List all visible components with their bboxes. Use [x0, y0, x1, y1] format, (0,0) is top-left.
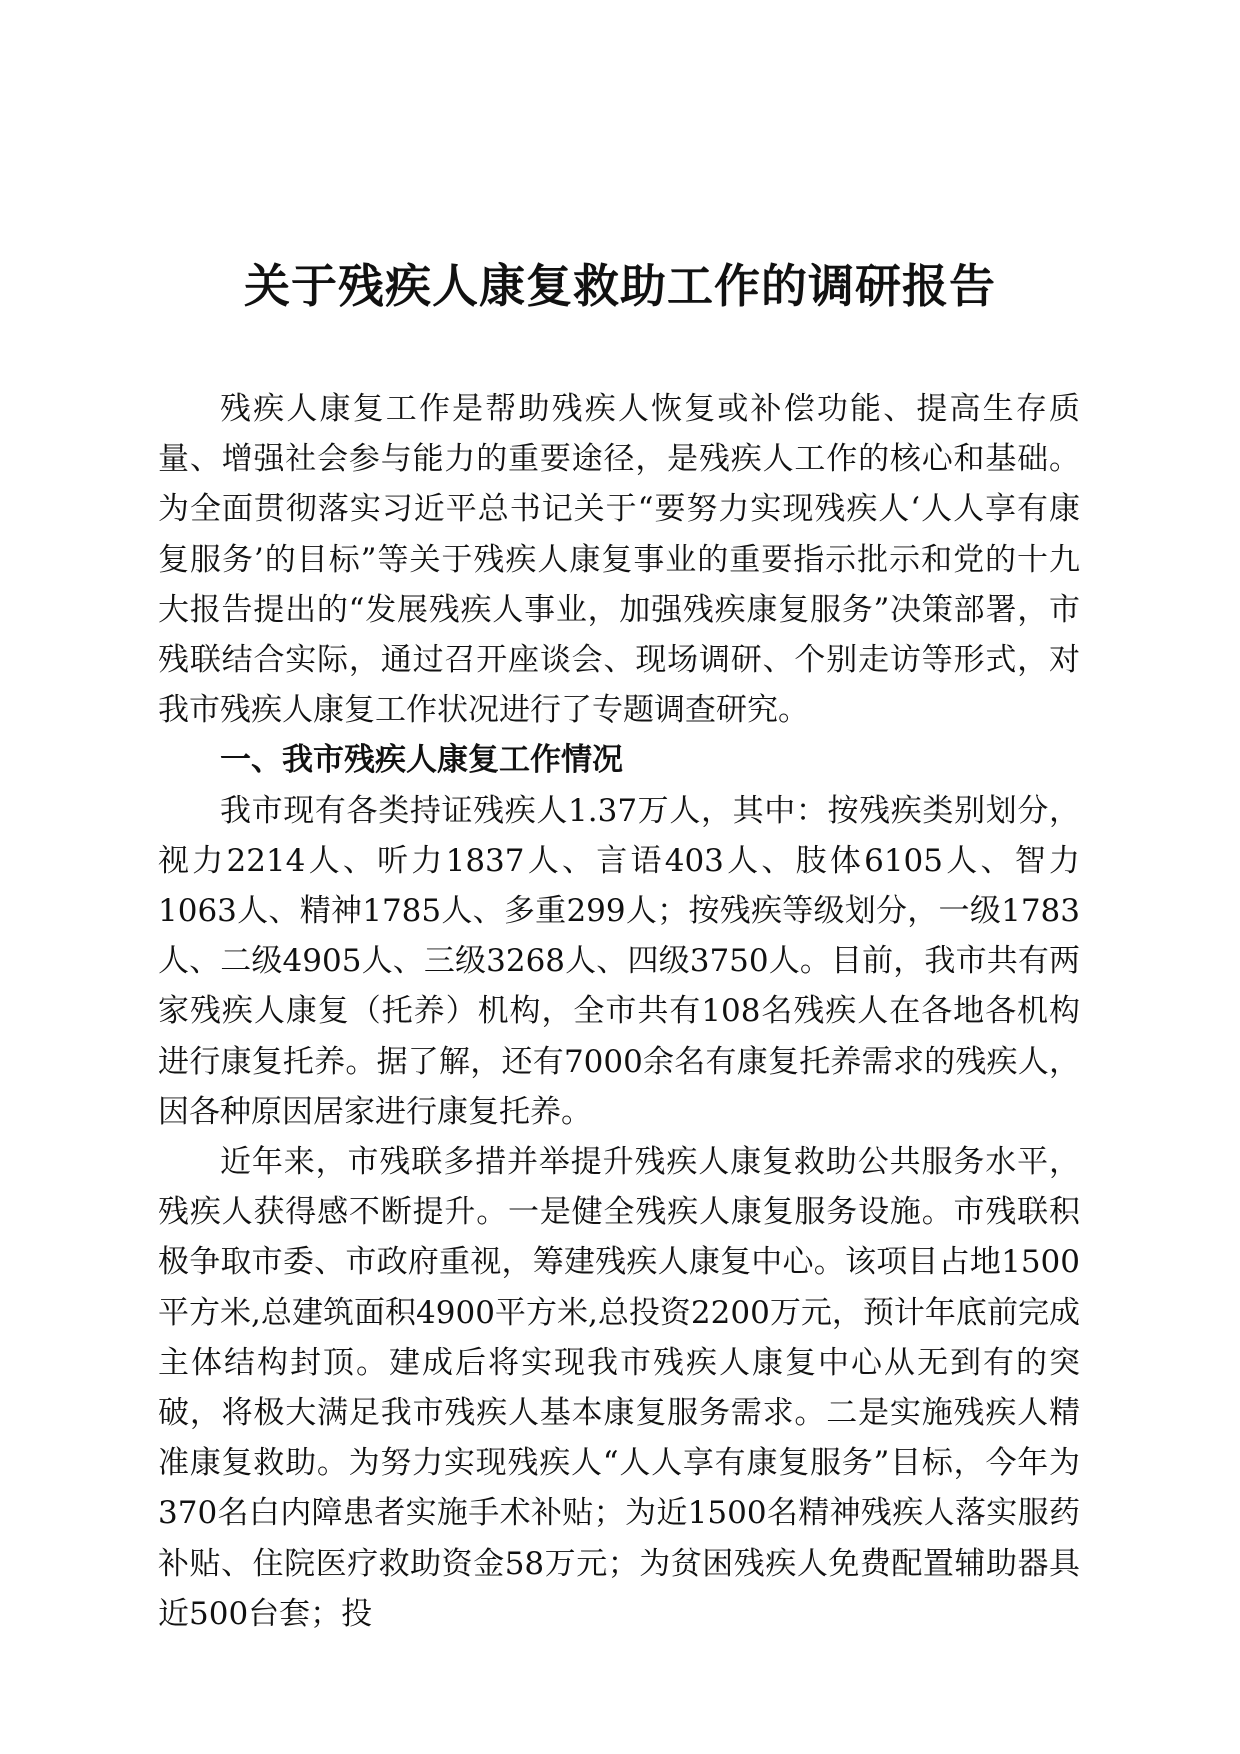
document-body — [158, 384, 1080, 1639]
document-title: 关于残疾人康复救助工作的调研报告 — [244, 259, 996, 313]
body-paragraph: 近年来，市残联多措并举提升残疾人康复救助公共服务水平，残疾人获得感不断提升。一是健全残疾人康复服务设施。市残联积极争取市委、市政府重视，筹建残疾人康复中心。该项目占地1500平方米,总建筑面积4900平方米,总投资2200万元，预计年底前完成主体结构封顶。建成后将实现我市残疾人康复中心从无到有的突破，将极大满足我市残疾人基本康复服务需求。二是实施残疾人精准康复救助。为努力实现残疾人“人人享有康复服务”目标，今年为370名白内障患者实施手术补贴；为近1500名精神残疾人落实服药补贴、住院医疗救助资金58万元；为贫困残疾人免费配置辅助器具近500台套；投 — [158, 1144, 1080, 1632]
body-paragraph: 我市现有各类持证残疾人1.37万人，其中：按残疾类别划分，视力2214人、听力1837人、言语403人、肢体6105人、智力1063人、精神1785人、多重299人；按残疾等级划分，一级1783人、二级4905人、三级3268人、四级3750人。目前，我市共有两家残疾人康复（托养）机构，全市共有108名残疾人在各地各机构进行康复托养。据了解，还有7000余名有康复托养需求的残疾人，因各种原因居家进行康复托养。 — [158, 792, 1080, 1130]
intro-paragraph: 残疾人康复工作是帮助残疾人恢复或补偿功能、提高生存质量、增强社会参与能力的重要途径，是残疾人工作的核心和基础。为全面贯彻落实习近平总书记关于“要努力实现残疾人‘人人享有康复服务’的目标”等关于残疾人康复事业的重要指示批示和党的十九大报告提出的“发展残疾人事业，加强残疾康复服务”决策部署，市残联结合实际，通过召开座谈会、现场调研、个别走访等形式，对我市残疾人康复工作状况进行了专题调查研究。 — [158, 391, 1080, 729]
section-heading: 一、我市残疾人康复工作情况 — [220, 742, 623, 779]
